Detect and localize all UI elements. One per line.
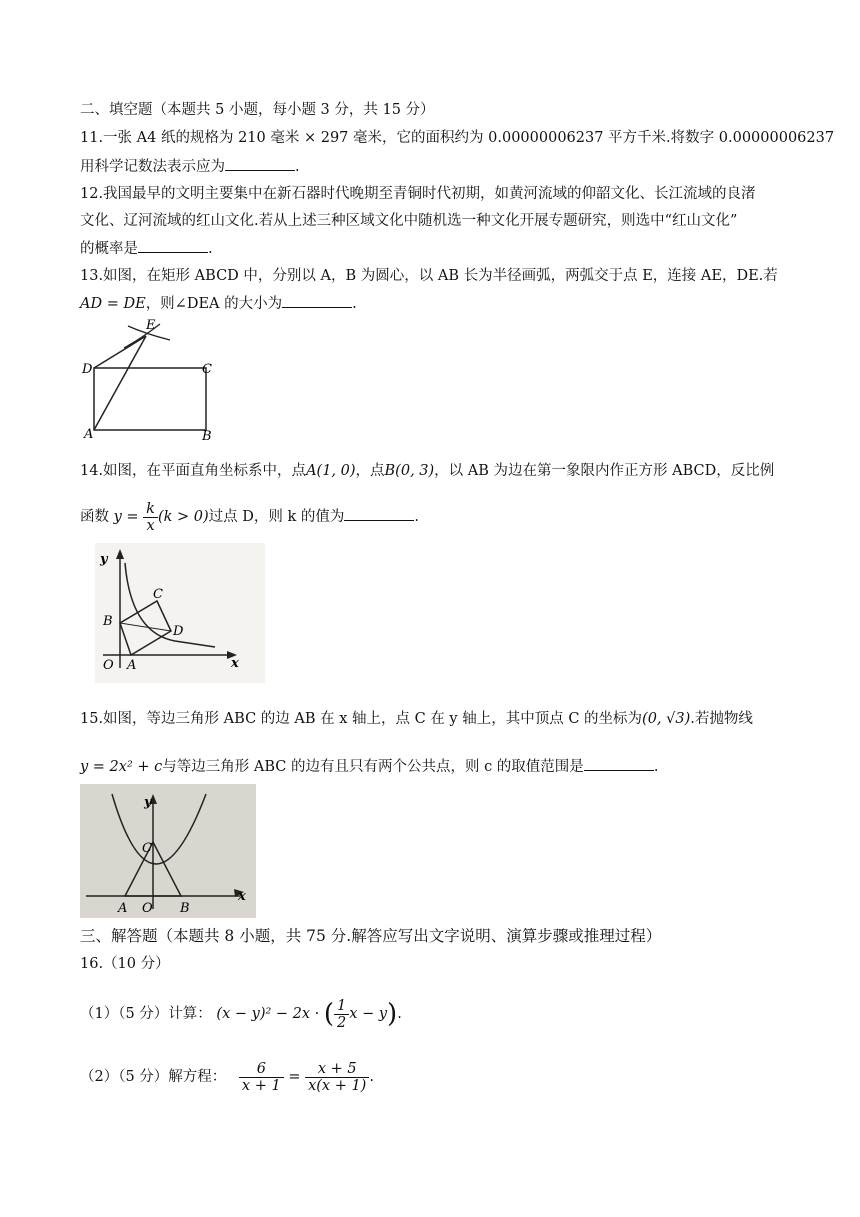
label-c: C: [142, 841, 152, 856]
q16-part2: （2）（5 分）解方程： $\frac{6}{x + 1}$ = $\frac{x + 5}{x(x + 1)}$ .: [80, 1060, 374, 1094]
segment-de: [94, 336, 146, 368]
label-b: B: [202, 429, 212, 444]
label-y: y: [144, 795, 152, 810]
q12-line3: 的概率是 .: [80, 238, 213, 259]
q14-line2: 函数 y = $\frac{k}{x}$ (k > 0)过点 D，则 k 的值为 .: [80, 500, 420, 534]
label-a: A: [127, 658, 137, 673]
segment-ae: [94, 336, 146, 430]
label-d: D: [173, 624, 184, 639]
q15-point-c: (0, √3): [642, 711, 691, 727]
label-e: E: [146, 318, 156, 333]
q12-answer-blank[interactable]: [138, 238, 208, 253]
label-o: O: [142, 901, 153, 916]
q13-condition: AD = DE: [80, 296, 146, 312]
label-a: A: [84, 427, 94, 442]
q15-line1: 15.如图，等边三角形 ABC 的边 AB 在 x 轴上，点 C 在 y 轴上，其中顶点 C 的坐标为(0, √3).若抛物线: [80, 711, 753, 727]
q16-p2-right-fraction: $\frac{x + 5}{x(x + 1)}$: [305, 1061, 369, 1094]
q14-fraction: $\frac{k}{x}$: [143, 501, 158, 534]
q14-answer-blank[interactable]: [344, 506, 414, 521]
section-3-title: 三、解答题（本题共 8 小题，共 75 分.解答应写出文字说明、演算步骤或推理过程）: [80, 927, 662, 945]
label-c: C: [202, 362, 212, 377]
label-a: A: [118, 901, 128, 916]
q12-line1: 12.我国最早的文明主要集中在新石器时代晚期至青铜时代初期，如黄河流域的仰韶文化、长江流域的良渚: [80, 186, 756, 202]
q14-func-condition: (k > 0): [157, 509, 209, 525]
q15-parabola-figure: [80, 784, 256, 918]
q16-head: 16.（10 分）: [80, 956, 170, 972]
q14-point-a: A(1, 0): [306, 463, 356, 479]
right-paren-icon: ): [387, 999, 398, 1029]
label-b: B: [180, 901, 190, 916]
label-x: x: [231, 656, 239, 671]
q14-coordinate-figure: [95, 543, 265, 683]
q13-line2: AD = DE，则∠DEA 的大小为 .: [80, 293, 357, 314]
q16-p1-fraction: $\frac{1}{2}$: [334, 998, 349, 1031]
q15-parabola: y = 2x² + c: [80, 759, 163, 775]
label-x: x: [238, 889, 246, 904]
label-d: D: [82, 362, 93, 377]
label-b: B: [103, 614, 113, 629]
q11-line2: 用科学记数法表示应为 .: [80, 156, 300, 177]
q15-answer-blank[interactable]: [584, 756, 654, 771]
q15-line2: y = 2x² + c与等边三角形 ABC 的边有且只有两个公共点，则 c 的取值范围是 .: [80, 756, 658, 777]
q12-line2: 文化、辽河流域的红山文化.若从上述三种区域文化中随机选一种文化开展专题研究，则选中“红山文化”: [80, 213, 738, 229]
q13-rectangle-figure: [80, 318, 230, 446]
q16-p1-expr-b: x − y: [349, 1006, 388, 1022]
q13-answer-blank[interactable]: [282, 293, 352, 308]
q11-line1: 11.一张 A4 纸的规格为 210 毫米 × 297 毫米，它的面积约为 0.00000006237 平方千米.将数字 0.00000006237: [80, 130, 835, 146]
q16-p2-left-fraction: $\frac{6}{x + 1}$: [239, 1061, 284, 1094]
q13-line1: 13.如图，在矩形 ABCD 中，分别以 A，B 为圆心，以 AB 长为半径画弧，两弧交于点 E，连接 AE，DE.若: [80, 268, 778, 284]
label-o: O: [103, 658, 114, 673]
q11-text: 用科学记数法表示应为: [80, 159, 225, 175]
q16-part1: （1）（5 分）计算： (x − y)² − 2x · ( $\frac{1}{2}$ x − y).: [80, 997, 402, 1031]
label-y: y: [100, 552, 108, 567]
q14-point-b: B(0, 3): [384, 463, 435, 479]
left-paren-icon: (: [323, 999, 335, 1029]
photo-background: [80, 784, 256, 918]
q11-answer-blank[interactable]: [225, 156, 295, 171]
section-2-title: 二、填空题（本题共 5 小题，每小题 3 分，共 15 分）: [80, 102, 435, 118]
q14-func-lhs: y =: [113, 509, 139, 525]
q14-line1: 14.如图，在平面直角坐标系中，点A(1, 0)，点B(0, 3)，以 AB 为边在第一象限内作正方形 ABCD，反比例: [80, 463, 775, 479]
label-c: C: [153, 587, 163, 602]
q16-p1-expr-a: (x − y)² − 2x ·: [216, 1006, 320, 1022]
